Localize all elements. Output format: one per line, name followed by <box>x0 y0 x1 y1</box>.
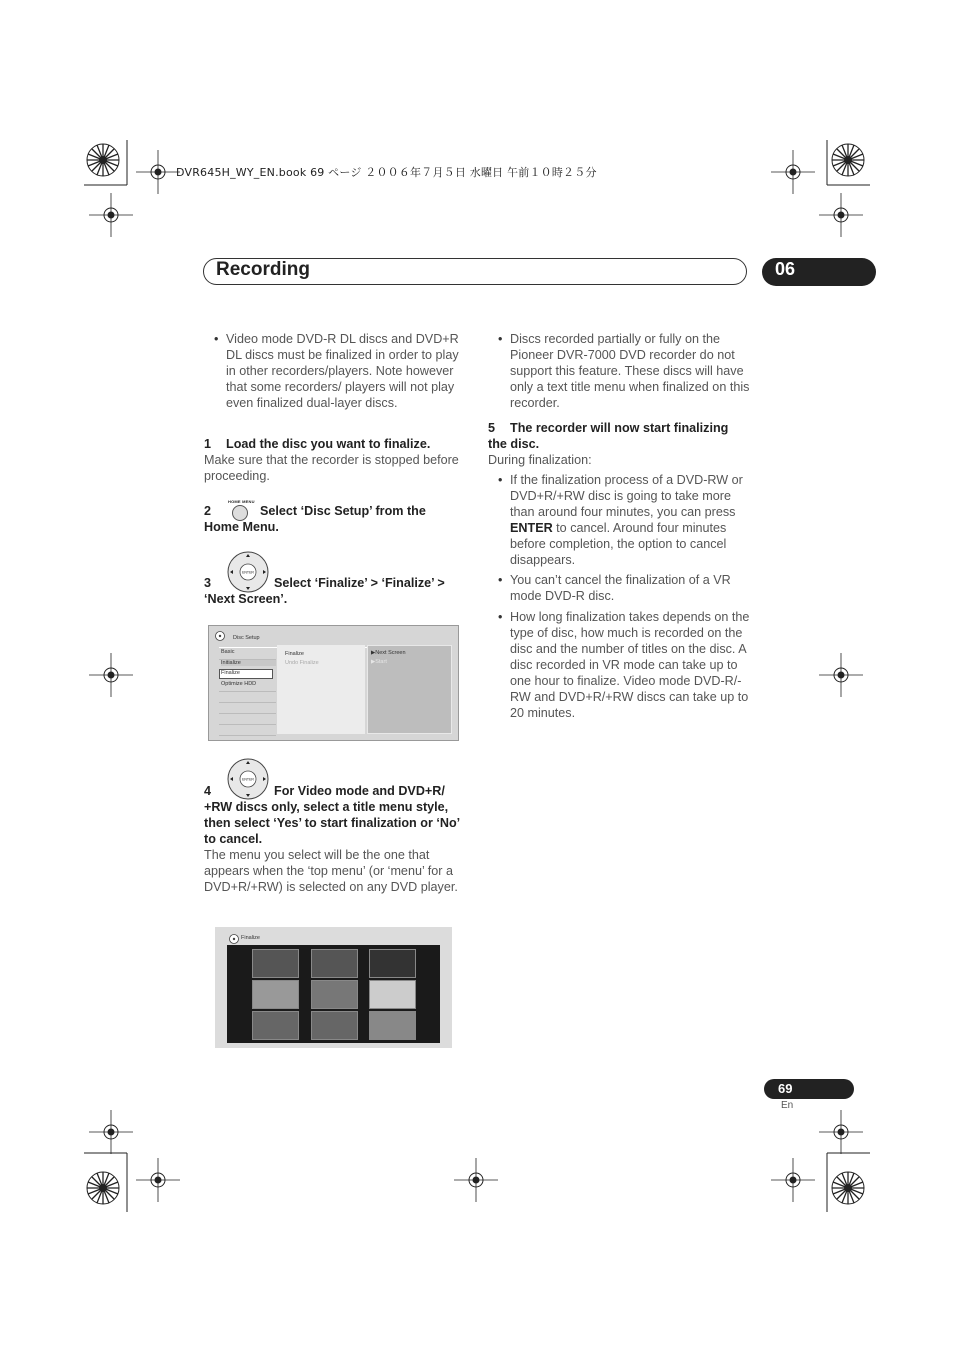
finalize-menu-style-screenshot <box>215 927 452 1048</box>
menu-item-finalize: Finalize <box>221 670 240 676</box>
disc-setup-menu <box>219 649 276 737</box>
submenu-undo-finalize: Undo Finalize <box>285 660 319 666</box>
list-item: • Discs recorded partially or fully on the Pioneer DVR-7000 DVD recorder do not support this feature. These discs will have only a text title menu when finalized on this recorder. <box>498 332 750 410</box>
menu-style-grid <box>227 945 440 1043</box>
step-title: Select ‘Finalize’ > ‘Finalize’ > ‘Next Screen’. <box>204 576 445 606</box>
bullet-text: Video mode DVD-R DL discs and DVD+R DL discs must be finalized in order to play in other recorders/players. Note however that some recorders/ players will not play even finalized dual-layer discs. <box>226 332 459 410</box>
option-next-screen: ▶Next Screen <box>371 650 406 656</box>
step-title: For Video mode and DVD+R/ +RW discs only, select a title menu style, then select ‘Yes’ to start finalization or ‘No’ to cancel. <box>204 784 460 846</box>
step-number: 2 <box>204 504 212 518</box>
menu-style-thumbnail[interactable] <box>252 1011 299 1040</box>
submenu-finalize: Finalize <box>285 651 304 657</box>
menu-style-thumbnail[interactable] <box>369 980 416 1009</box>
step-number: 3 <box>204 576 212 590</box>
crosshair-icon <box>454 1158 498 1202</box>
step-3 <box>204 575 462 607</box>
finalize-submenu <box>277 645 365 734</box>
crosshair-icon <box>89 1110 133 1154</box>
enter-label: ENTER <box>242 777 254 782</box>
registration-star-icon <box>832 144 864 176</box>
screen-title: Finalize <box>241 935 260 941</box>
step-title: Load the disc you want to finalize. <box>226 437 431 451</box>
menu-style-thumbnail[interactable] <box>311 1011 358 1040</box>
option-start-label: Start <box>375 659 387 665</box>
list-item: • Video mode DVD-R DL discs and DVD+R DL discs must be finalized in order to play in other recorders/players. Note however that some recorders/ players will not play even finalized dual-layer discs. <box>214 332 459 410</box>
list-item: • You can’t cancel the finalization of a VR mode DVD-R disc. <box>498 573 731 603</box>
crosshair-icon <box>819 653 863 697</box>
option-start: ▶Start <box>371 659 387 665</box>
step-2 <box>204 503 462 535</box>
enter-label: ENTER <box>242 570 254 575</box>
bullet-text: How long finalization takes depends on the type of disc, how much is recorded on the disc and the number of titles on the disc. A disc recorded in VR mode can take up to one hour to finalize. Video mode DVD-R/-RW and DVD+R/+RW discs can take up to 20 minutes. <box>510 610 750 720</box>
step-number: 4 <box>204 784 212 798</box>
menu-item-basic: Basic <box>221 649 235 655</box>
step-number: 1 <box>204 437 212 451</box>
menu-item-optimize-hdd: Optimize HDD <box>221 681 257 687</box>
list-item: • If the finalization process of a DVD-RW or DVD+R/+RW disc is going to take more than around four minutes, you can press ENTER to cancel. Around four minutes before completion, the option to cancel disappears. <box>498 473 743 567</box>
page-number: 69 <box>778 1081 793 1096</box>
step-title: The recorder will now start finalizing the disc. <box>488 421 729 451</box>
crosshair-icon <box>89 193 133 237</box>
registration-star-icon <box>87 144 119 176</box>
bullet-text: Discs recorded partially or fully on the Pioneer DVR-7000 DVD recorder do not support this feature. These discs will have only a text title menu when finalized on this recorder. <box>510 332 750 410</box>
menu-style-thumbnail[interactable] <box>369 1011 416 1040</box>
step-number: 5 <box>488 421 496 435</box>
chapter-number: 06 <box>775 259 796 279</box>
bullet-text: You can’t cancel the finalization of a VR mode DVD-R disc. <box>510 573 731 603</box>
step-body: The menu you select will be the one that appears when the ‘top menu’ (or ‘menu’ for a DVD+R/+RW) is selected on any DVD player. <box>204 848 458 894</box>
bullet-text: to cancel. Around four minutes before completion, the option to cancel disappears. <box>510 521 727 567</box>
crosshair-icon <box>89 653 133 697</box>
step-title: Select ‘Disc Setup’ from the Home Menu. <box>204 504 426 534</box>
finalize-options <box>367 645 452 734</box>
section-title: Recording <box>216 259 310 280</box>
disc-setup-screenshot <box>208 625 459 741</box>
step-5 <box>488 420 750 721</box>
page-language: En <box>781 1100 794 1111</box>
option-next-screen-label: Next Screen <box>375 650 406 656</box>
bullet-text: If the finalization process of a DVD-RW or DVD+R/+RW disc is going to take more than around four minutes, you can press <box>510 473 743 519</box>
menu-item-initialize: Initialize <box>221 660 276 666</box>
menu-style-thumbnail[interactable] <box>369 949 416 978</box>
crosshair-icon <box>771 1158 815 1202</box>
step-body: During finalization: <box>488 453 592 467</box>
registration-star-icon <box>832 1172 864 1204</box>
screen-title: Disc Setup <box>233 635 260 641</box>
step-body: Make sure that the recorder is stopped before proceeding. <box>204 453 459 483</box>
crosshair-icon <box>136 150 180 194</box>
step-4 <box>204 783 464 895</box>
home-menu-label: HOME MENU <box>228 499 255 504</box>
file-header-line: DVR645H_WY_EN.book 69 ページ ２００６年７月５日 水曜日 午前１０時２５分 <box>176 166 597 179</box>
disc-icon <box>229 934 241 944</box>
disc-icon <box>215 631 227 641</box>
crosshair-icon <box>819 193 863 237</box>
crosshair-icon <box>136 1158 180 1202</box>
menu-style-thumbnail[interactable] <box>252 949 299 978</box>
right-column <box>488 331 750 411</box>
registration-star-icon <box>87 1172 119 1204</box>
crosshair-icon <box>819 1110 863 1154</box>
step-1 <box>204 436 462 484</box>
menu-style-thumbnail[interactable] <box>311 980 358 1009</box>
menu-style-thumbnail[interactable] <box>252 980 299 1009</box>
enter-key-label: ENTER <box>510 521 553 535</box>
left-column <box>204 331 462 411</box>
menu-style-thumbnail[interactable] <box>311 949 358 978</box>
list-item: • How long finalization takes depends on the type of disc, how much is recorded on the disc and the number of titles on the disc. A disc recorded in VR mode can take up to one hour to finalize. Video mode DVD-R/-RW and DVD+R/+RW discs can take up to 20 minutes. <box>498 610 750 720</box>
crosshair-icon <box>771 150 815 194</box>
